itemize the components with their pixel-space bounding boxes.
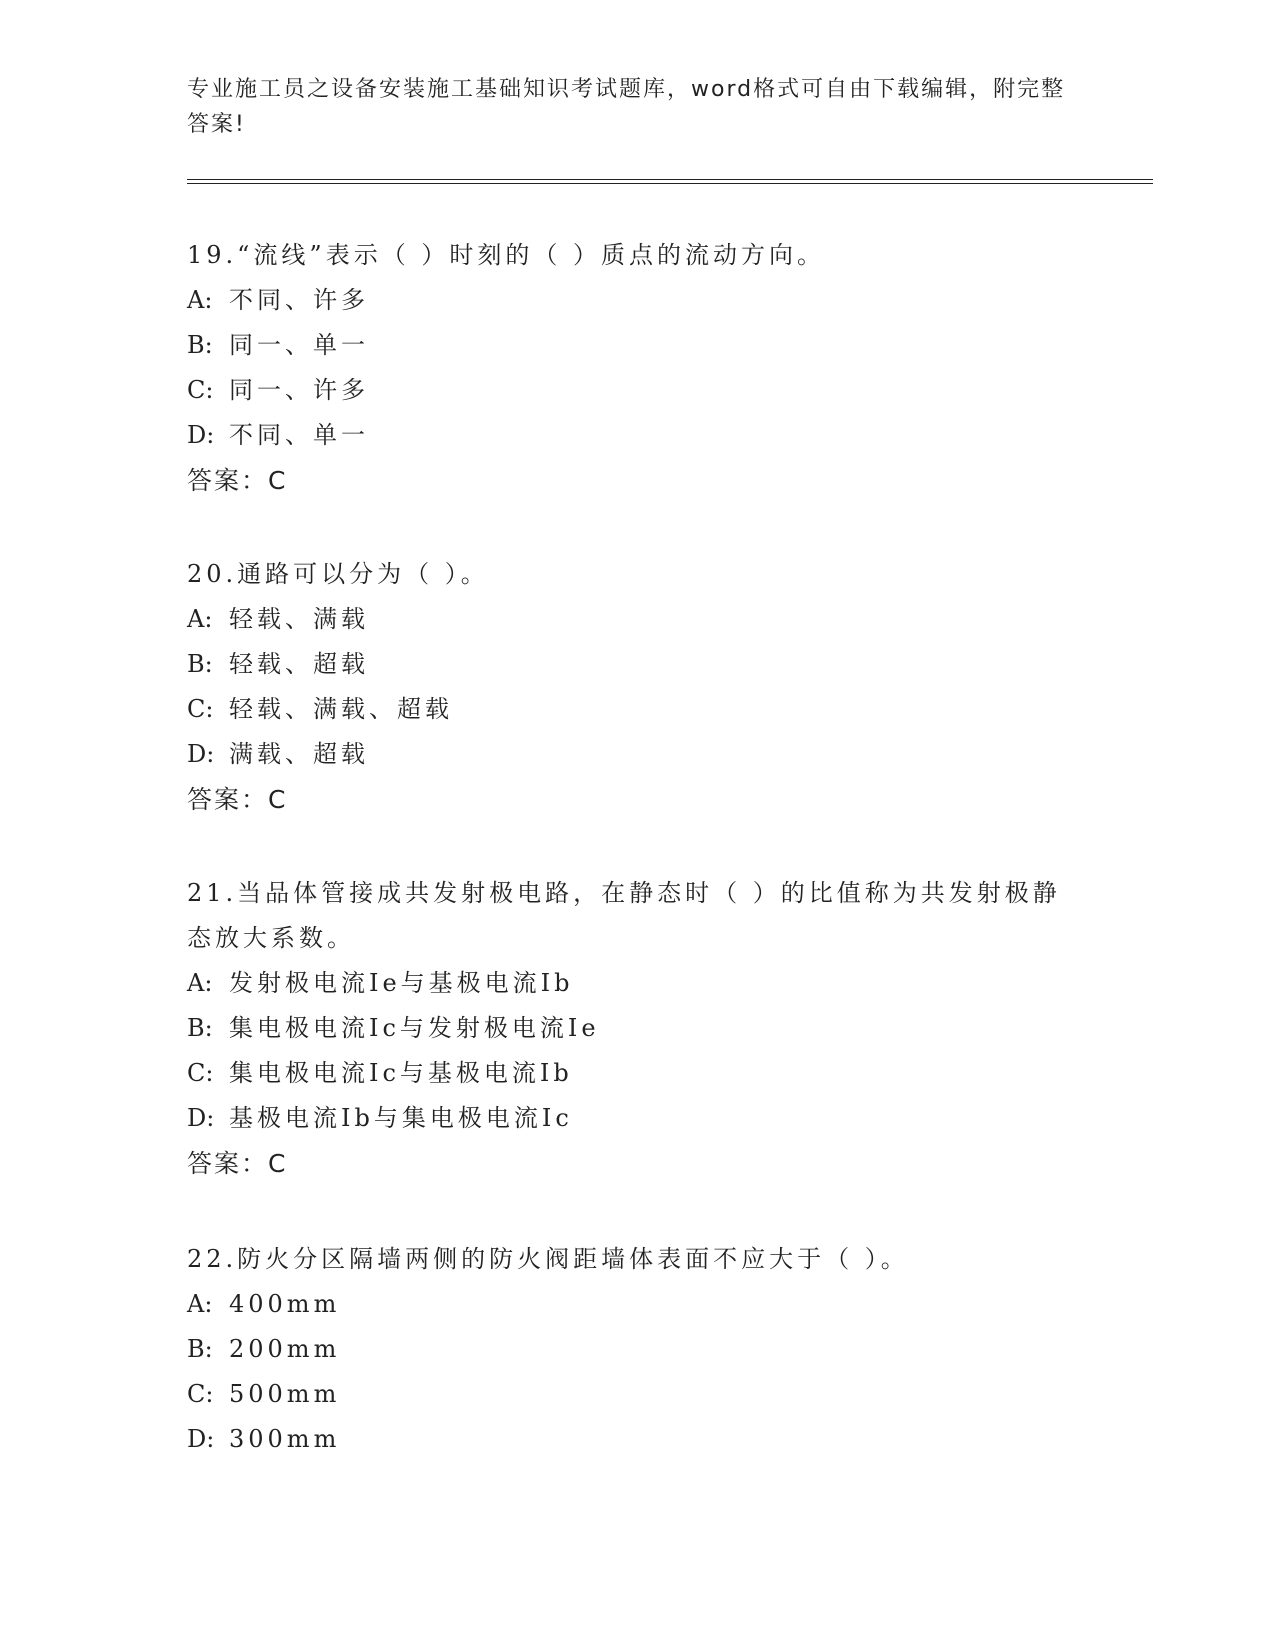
answer-line: 答案：C — [187, 466, 288, 495]
question-22 — [187, 1237, 1067, 1462]
header-divider-top — [187, 179, 1153, 180]
option-b — [187, 1006, 1067, 1051]
answer-line: 答案：C — [187, 785, 288, 814]
question-19 — [187, 233, 1067, 503]
option-key: B: — [187, 1014, 213, 1042]
option-d — [187, 1417, 1067, 1462]
question-20 — [187, 552, 1067, 822]
question-21 — [187, 871, 1067, 1186]
option-a — [187, 278, 1067, 323]
option-d — [187, 732, 1067, 777]
option-text: 300mm — [229, 1425, 341, 1453]
option-key: A: — [187, 286, 213, 314]
answer-line: 答案：C — [187, 1149, 288, 1178]
option-key: D: — [187, 1425, 215, 1453]
option-b — [187, 1327, 1067, 1372]
question-stem: 22.防火分区隔墙两侧的防火阀距墙体表面不应大于（ ）。 — [187, 1245, 909, 1273]
option-text: 500mm — [229, 1380, 341, 1408]
option-key: B: — [187, 650, 213, 678]
option-key: D: — [187, 740, 215, 768]
option-a — [187, 597, 1067, 642]
option-text: 满载、超载 — [229, 740, 369, 768]
option-text: 不同、许多 — [229, 286, 369, 314]
option-key: D: — [187, 1104, 215, 1132]
option-text: 发射极电流Ie与基极电流Ib — [229, 969, 574, 997]
option-d — [187, 413, 1067, 458]
option-c — [187, 368, 1067, 413]
option-text: 集电极电流Ic与发射极电流Ie — [229, 1014, 600, 1042]
question-stem: 20.通路可以分为（ ）。 — [187, 560, 489, 588]
option-key: C: — [187, 376, 214, 404]
option-key: B: — [187, 1335, 213, 1363]
option-text: 轻载、满载、超载 — [229, 695, 453, 723]
option-b — [187, 642, 1067, 687]
question-stem: 19.“流线”表示（ ）时刻的（ ）质点的流动方向。 — [187, 241, 825, 269]
option-text: 200mm — [229, 1335, 341, 1363]
option-text: 400mm — [229, 1290, 341, 1318]
option-key: B: — [187, 331, 213, 359]
option-c — [187, 1051, 1067, 1096]
option-text: 轻载、满载 — [229, 605, 369, 633]
option-a — [187, 961, 1067, 1006]
option-key: C: — [187, 695, 214, 723]
option-key: C: — [187, 1380, 214, 1408]
option-c — [187, 687, 1067, 732]
option-text: 同一、许多 — [229, 376, 369, 404]
option-key: C: — [187, 1059, 214, 1087]
option-text: 集电极电流Ic与基极电流Ib — [229, 1059, 573, 1087]
option-text: 不同、单一 — [229, 421, 369, 449]
header-divider-bottom — [187, 183, 1153, 184]
option-key: A: — [187, 605, 213, 633]
option-key: D: — [187, 421, 215, 449]
document-header: 专业施工员之设备安装施工基础知识考试题库，word格式可自由下载编辑，附完整答案! — [187, 77, 1066, 137]
option-key: A: — [187, 969, 213, 997]
option-a — [187, 1282, 1067, 1327]
option-key: A: — [187, 1290, 213, 1318]
option-c — [187, 1372, 1067, 1417]
option-d — [187, 1096, 1067, 1141]
question-stem: 21.当品体管接成共发射极电路，在静态时（ ）的比值称为共发射极静态放大系数。 — [187, 879, 1061, 952]
option-text: 同一、单一 — [229, 331, 369, 359]
option-b — [187, 323, 1067, 368]
option-text: 轻载、超载 — [229, 650, 369, 678]
option-text: 基极电流Ib与集电极电流Ic — [229, 1104, 573, 1132]
